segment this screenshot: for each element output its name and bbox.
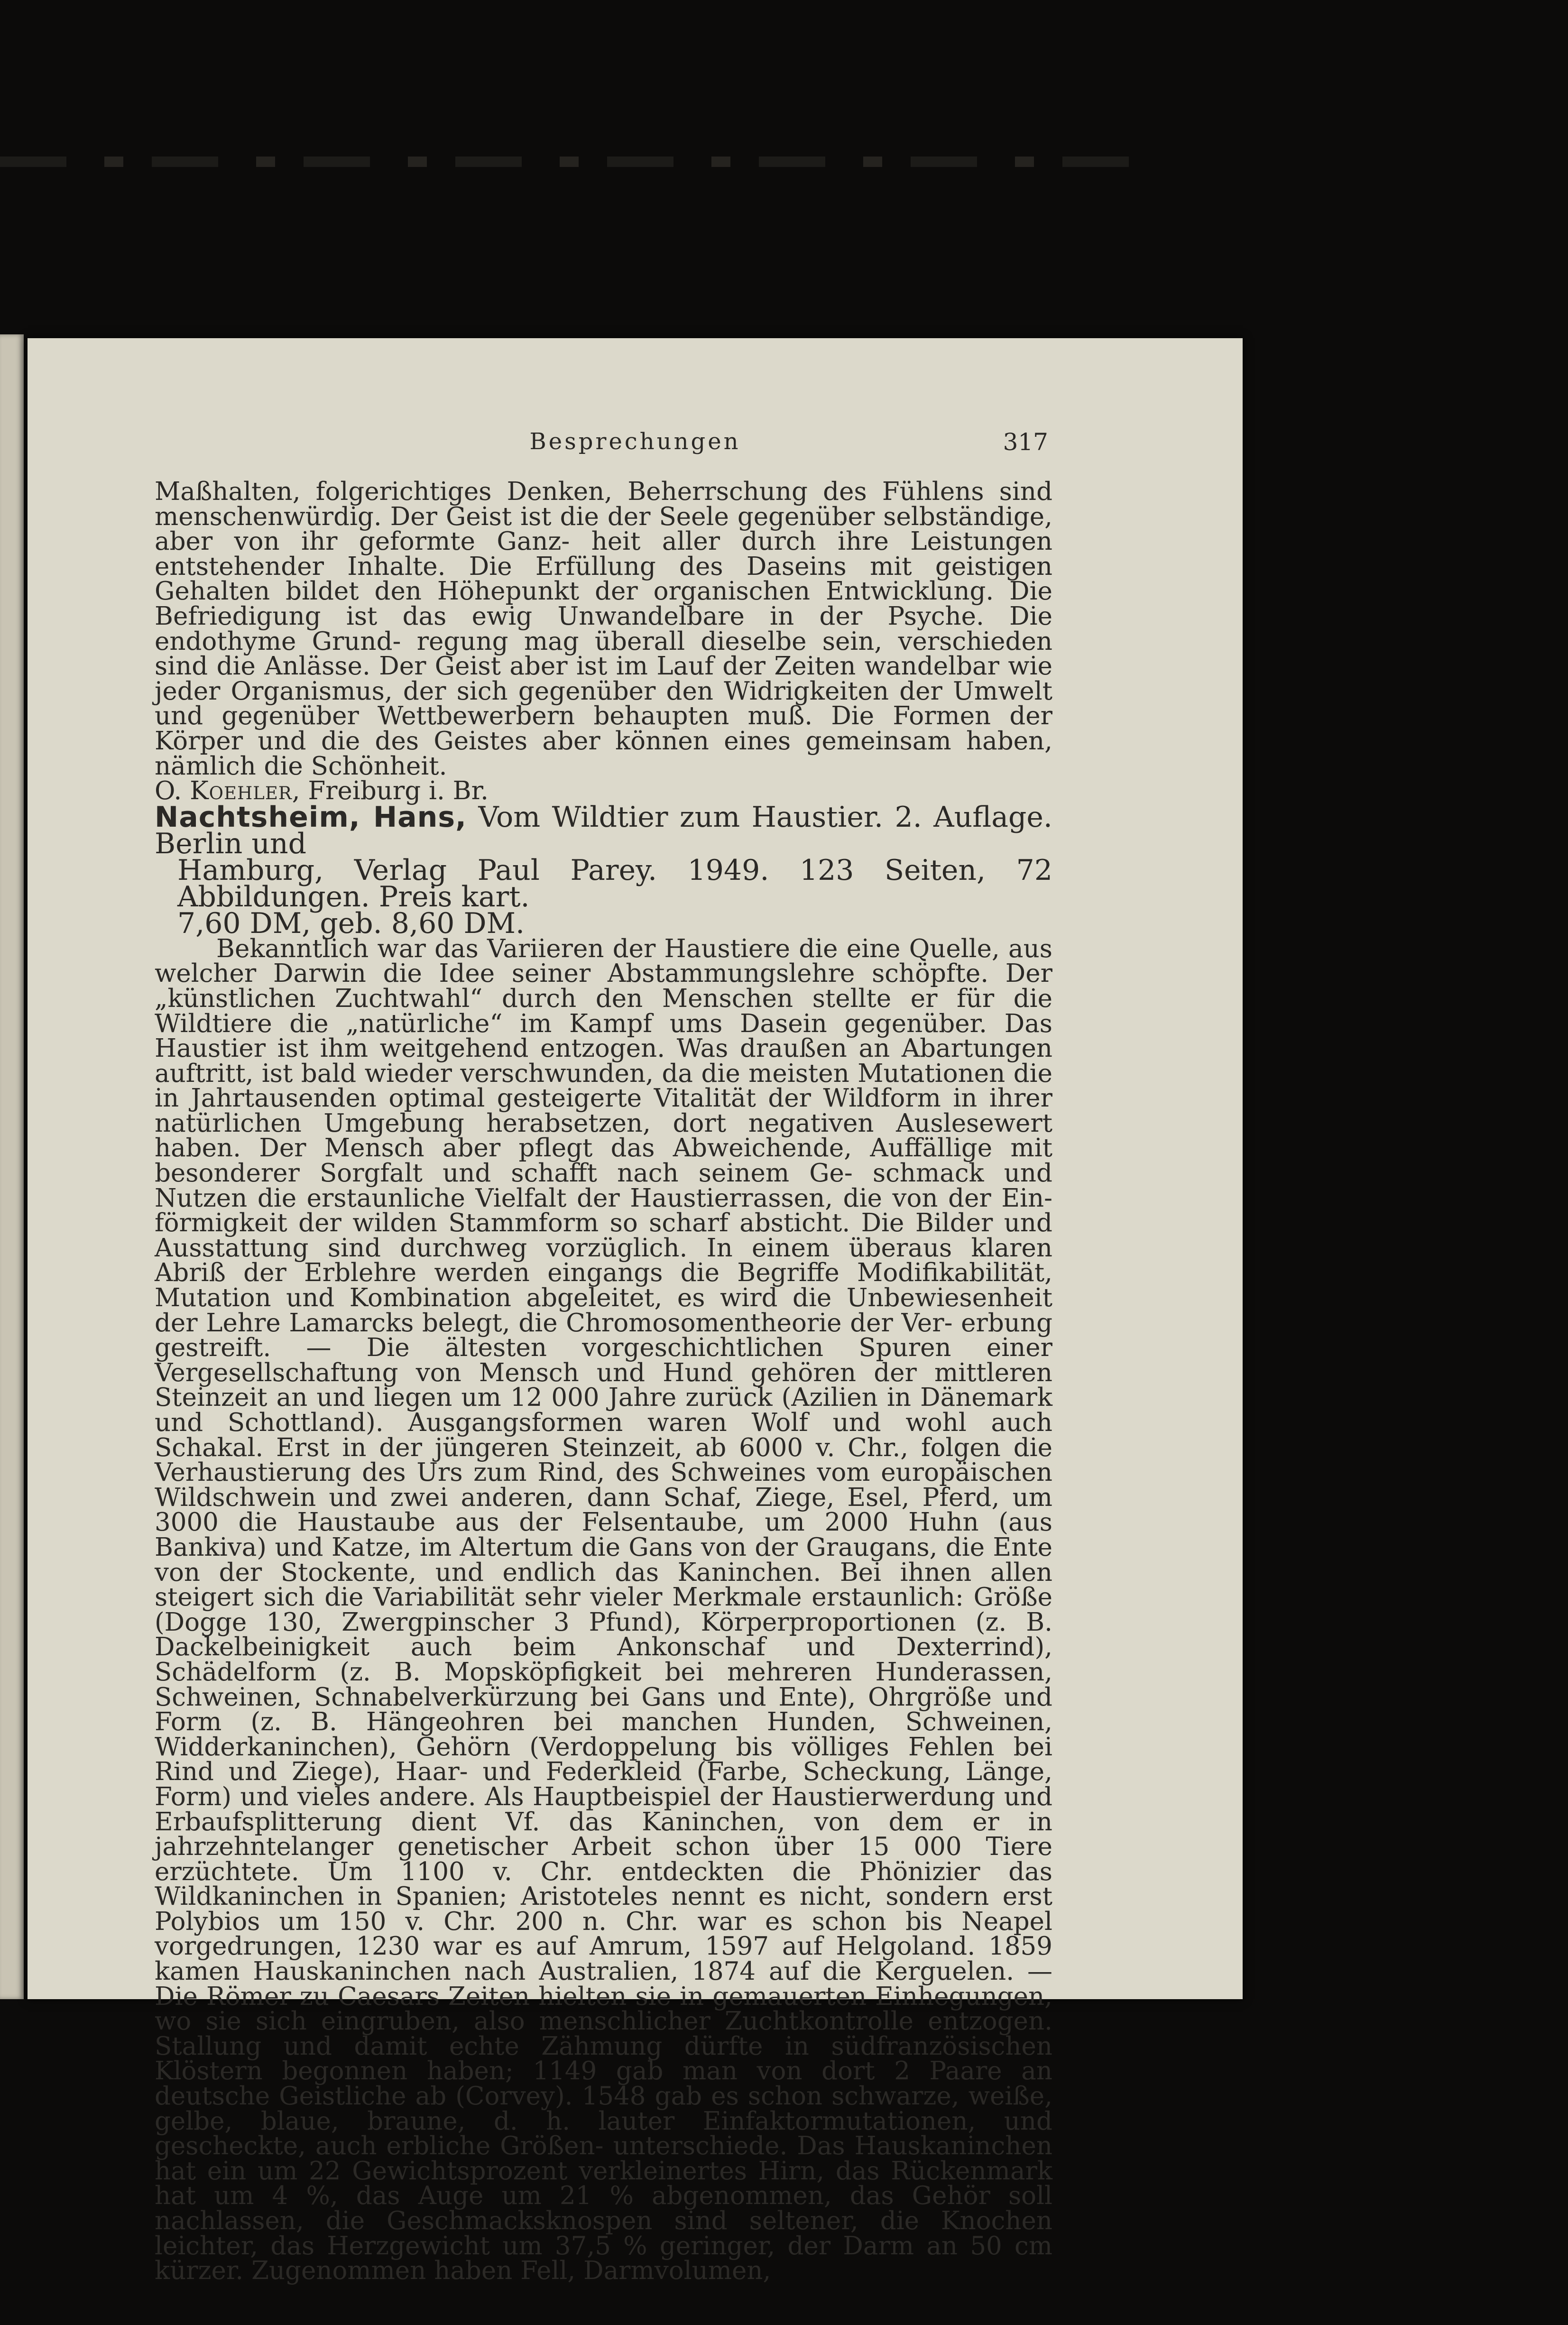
running-head-title: Besprechungen xyxy=(529,428,741,455)
text-line: nennt es nicht, sondern erst Polybios um 150 v. Chr. 200 n. Chr. war es schon xyxy=(155,1882,1052,1936)
text-line: und Ente), Ohrgröße und Form (z. B. Hängeohren bei manchen Hunden, Schweinen, xyxy=(155,1682,1052,1737)
text-line: Umgebung herabsetzen, dort negativen Auslesewert haben. Der Mensch aber pflegt xyxy=(155,1108,1052,1163)
review-title-line-1: Vom Wildtier zum Haustier. 2. Auflage. Berlin und xyxy=(155,800,1053,860)
text-line: erstaunlich: Größe (Dogge 130, Zwergpinscher 3 Pfund), Körperproportionen (z. B. xyxy=(155,1583,1052,1637)
text-line: deutsche Geistliche ab (Corvey). 1548 gab es schon schwarze, weiße, gelbe, blaue, xyxy=(155,2082,1052,2136)
text-line: schmack und Nutzen die erstaunliche Vielfalt der Haustierrassen, die von der Ein- xyxy=(155,1159,1052,1213)
review-heading xyxy=(155,800,1053,940)
text-line: förmigkeit der wilden Stammform so scharf absticht. Die Bilder und Ausstattung xyxy=(155,1209,1052,1263)
page-content xyxy=(155,477,1053,2286)
text-line: durch den Menschen stellte er für die Wildtiere die „natürliche“ im Kampf ums xyxy=(155,984,1052,1038)
text-line: Haustaube aus der Felsentaube, um 2000 Huhn (aus Bankiva) und Katze, im xyxy=(155,1508,1052,1562)
text-line: Um 1100 v. Chr. entdeckten die Phönizier das Wildkaninchen in Spanien; Aristoteles xyxy=(155,1857,1052,1911)
book-page xyxy=(28,338,1243,2286)
text-line: Caesars Zeiten hielten sie in gemauerten Einhegungen, wo sie sich eingruben, also xyxy=(155,1982,1052,2036)
text-line: eingangs die Begriffe Modifikabilität, Mutation und Kombination abgeleitet, es wird xyxy=(155,1258,1052,1313)
text-line: kamen Hauskaninchen nach Australien, 1874 auf die Kerguelen. — Die Römer zu xyxy=(155,1957,1052,2011)
text-line: Dackelbeinigkeit auch beim Ankonschaf und Dexterrind), Schädelform (z. B. xyxy=(155,1633,1052,1687)
signature-place: , Freiburg i. Br. xyxy=(292,776,489,806)
text-line: Mopsköpfigkeit bei mehreren Hunderassen, Schweinen, Schnabelverkürzung bei Gans xyxy=(155,1657,1052,1712)
text-line: Abartungen auftritt, ist bald wieder verschwunden, da die meisten Mutationen die xyxy=(155,1034,1052,1088)
text-line: Der Geist ist die der Seele gegenüber selbständige, aber von ihr geformte Ganz- xyxy=(155,502,1052,556)
text-line: bis Neapel vorgedrungen, 1230 war es auf Amrum, 1597 auf Helgoland. 1859 xyxy=(155,1907,1052,1961)
text-line: das Kaninchen. Bei ihnen allen steigert sich die Variabilität sehr vieler Merkmale xyxy=(155,1558,1053,1612)
text-line: unterschiede. Das Hauskaninchen hat ein um 22 Gewichtsprozent verkleinertes Hirn, das xyxy=(155,2131,1052,2186)
running-head xyxy=(28,428,1243,461)
text-line: mit geistigen Gehalten bildet den Höhepunkt der organischen Entwicklung. Die xyxy=(155,552,1052,606)
text-line: Widderkaninchen), Gehörn (Verdoppelung bis völliges Fehlen bei Rind und Ziege), xyxy=(155,1732,1052,1787)
review-title-line-3: 7,60 DM, geb. 8,60 DM. xyxy=(177,906,525,940)
text-line: menschlicher Zuchtkontrolle entzogen. Stallung und damit echte Zähmung dürfte xyxy=(155,2007,1052,2061)
text-line: das Abweichende, Auffällige mit besonderer Sorgfalt und schafft nach seinem Ge- xyxy=(155,1134,1052,1188)
text-line: ist im Lauf der Zeiten wandelbar wie jeder Organismus, der sich gegenüber den xyxy=(155,652,1052,706)
scanner-artifact-strip xyxy=(0,157,1148,167)
text-line: Hauptbeispiel der Haustierwerdung und Erbaufsplitterung dient Vf. das Kaninchen, xyxy=(155,1782,1052,1836)
text-line: die Unbewiesenheit der Lehre Lamarcks belegt, die Chromosomentheorie der Ver- xyxy=(155,1283,1052,1338)
text-line: von Mensch und Hund gehören der mittleren Steinzeit an und liegen um 12 000 xyxy=(155,1358,1052,1412)
text-line: in Jahrtausenden optimal gesteigerte Vitalität der Wildform in ihrer natürlichen xyxy=(155,1084,1052,1138)
text-line: Dasein gegenüber. Das Haustier ist ihm weitgehend entzogen. Was draußen an xyxy=(155,1009,1052,1063)
text-line: Darwin die Idee seiner Abstammungslehre schöpfte. Der „künstlichen Zuchtwahl“ xyxy=(155,959,1052,1013)
page-number: 317 xyxy=(1003,428,1048,456)
text-line: Haar- und Federkleid (Farbe, Scheckung, Länge, Form) und vieles andere. Als xyxy=(155,1757,1052,1811)
signature-name: Koehler xyxy=(190,776,292,806)
text-line: Maßhalten, folgerichtiges Denken, Beherrschung des Fühlens sind menschenwürdig. xyxy=(155,477,1052,531)
text-line: Widrigkeiten der Umwelt und gegenüber Wettbewerbern behaupten muß. Die xyxy=(155,676,1052,731)
text-line: nämlich die Schönheit. xyxy=(155,751,447,781)
review-author: Nachtsheim, Hans, xyxy=(155,800,467,834)
previous-review-tail xyxy=(155,477,1052,781)
text-line: Rückenmark hat um 4 %, das Auge um 21 % abgenommen, das Gehör soll nachlassen, xyxy=(155,2156,1052,2235)
text-line: Wolf und wohl auch Schakal. Erst in der jüngeren Steinzeit, ab 6000 v. Chr., xyxy=(155,1408,1052,1462)
text-line: folgen die Verhaustierung des Urs zum Rind, des Schweines vom europäischen xyxy=(155,1433,1052,1487)
text-line: braune, d. h. lauter Einfaktormutationen, und gescheckte, auch erbliche Größen- xyxy=(155,2106,1052,2161)
text-line: Bekanntlich war das Variieren der Haustiere die eine Quelle, aus welcher xyxy=(155,934,1052,988)
text-line: heit aller durch ihre Leistungen entstehender Inhalte. Die Erfüllung des Daseins xyxy=(155,527,1052,581)
text-line: Formen der Körper und die des Geistes aber können eines gemeinsam haben, xyxy=(155,701,1052,756)
text-line: Befriedigung ist das ewig Unwandelbare in der Psyche. Die endothyme Grund- xyxy=(155,601,1052,656)
text-line: erbung gestreift. — Die ältesten vorgeschichtlichen Spuren einer Vergesellschaftung xyxy=(155,1308,1052,1387)
review-title-line-2: Hamburg, Verlag Paul Parey. 1949. 123 Seiten, 72 Abbildungen. Preis kart. xyxy=(177,853,1052,913)
signature-initial: O. xyxy=(155,776,182,806)
text-line: sind durchweg vorzüglich. In einem überaus klaren Abriß der Erblehre werden xyxy=(155,1233,1052,1288)
text-line: in südfranzösischen Klöstern begonnen haben; 1149 gab man von dort 2 Paare an xyxy=(155,2031,1052,2086)
review-body xyxy=(155,934,1053,2286)
text-line: Altertum die Gans von der Graugans, die Ente von der Stockente, und endlich xyxy=(155,1532,1052,1587)
facing-page-edge xyxy=(0,334,24,1999)
text-line: Wildschwein und zwei anderen, dann Schaf, Ziege, Esel, Pferd, um 3000 die xyxy=(155,1483,1052,1537)
text-line: die Geschmacksknospen sind seltener, die Knochen leichter, das Herzgewicht um xyxy=(155,2206,1053,2260)
text-line: von dem er in jahrzehntelanger genetischer Arbeit schon über 15 000 Tiere erzüchtete. xyxy=(155,1807,1052,1886)
text-line: regung mag überall dieselbe sein, verschieden sind die Anlässe. Der Geist aber xyxy=(155,627,1052,681)
text-line: 37,5 % geringer, der Darm an 50 cm kürzer. Zugenommen haben Fell, Darmvolumen, xyxy=(155,2231,1052,2286)
text-line: Jahre zurück (Azilien in Dänemark und Schottland). Ausgangsformen waren xyxy=(155,1383,1052,1437)
